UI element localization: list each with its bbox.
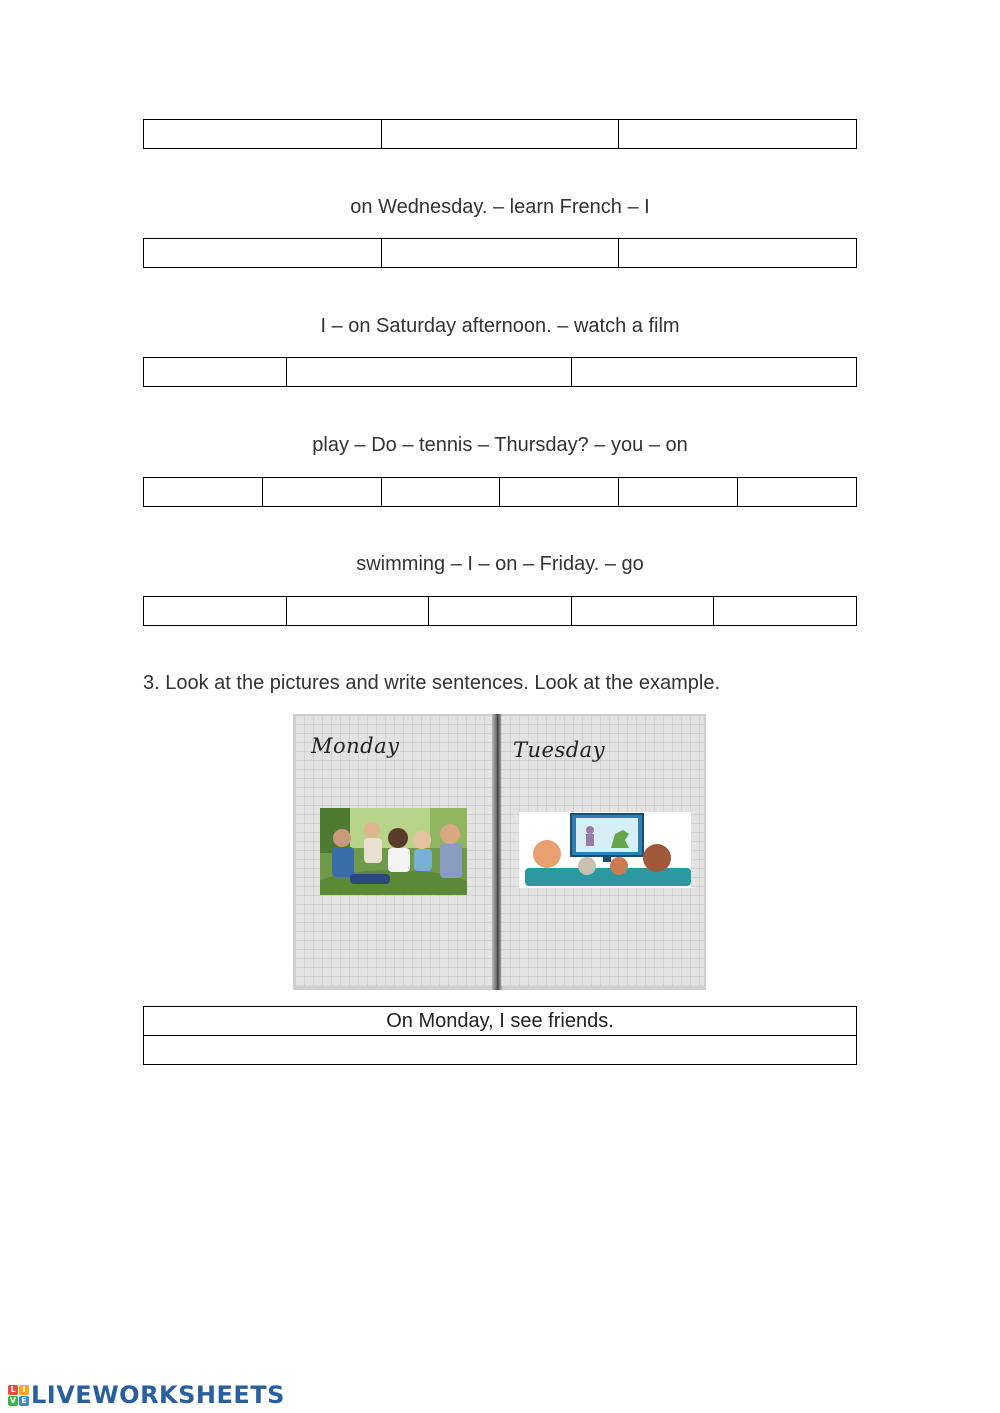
answer-box[interactable] <box>286 357 572 387</box>
answer-box[interactable] <box>143 119 382 149</box>
word-prompt-wednesday: on Wednesday. – learn French – I <box>350 196 650 218</box>
answer-box[interactable] <box>381 477 501 507</box>
example-answer: On Monday, I see friends. <box>144 1007 857 1036</box>
answer-box[interactable] <box>143 477 263 507</box>
notebook-left-page <box>295 716 493 986</box>
answer-box[interactable] <box>143 238 382 268</box>
answer-box[interactable] <box>499 477 619 507</box>
answer-box[interactable] <box>618 238 857 268</box>
answer-box[interactable] <box>143 357 287 387</box>
notebook-right-page <box>501 716 704 986</box>
liveworksheets-mark-icon: L I V E <box>8 1385 29 1406</box>
answer-boxes-row-2 <box>143 238 857 268</box>
answer-box[interactable] <box>618 477 738 507</box>
word-prompt-thursday: play – Do – tennis – Thursday? – you – on <box>312 434 688 456</box>
answer-box[interactable] <box>571 357 857 387</box>
answer-box[interactable] <box>737 477 857 507</box>
answer-boxes-row-5 <box>143 596 857 626</box>
answer-box[interactable] <box>571 596 715 626</box>
day-label-tuesday: Tuesday <box>513 738 606 762</box>
exercise-3-answer-table <box>143 1006 857 1065</box>
answer-box[interactable] <box>262 477 382 507</box>
liveworksheets-logo <box>8 1381 285 1409</box>
friends-photo <box>320 808 467 895</box>
answer-box[interactable] <box>143 596 287 626</box>
word-prompt-friday: swimming – I – on – Friday. – go <box>356 553 644 575</box>
brand-name: LIVEWORKSHEETS <box>31 1381 285 1409</box>
answer-boxes-row-4 <box>143 477 857 507</box>
answer-box[interactable] <box>713 596 857 626</box>
answer-input-row[interactable] <box>144 1036 857 1065</box>
answer-boxes-row-3 <box>143 357 857 387</box>
answer-box[interactable] <box>286 596 430 626</box>
answer-box[interactable] <box>618 119 857 149</box>
answer-box[interactable] <box>381 238 620 268</box>
exercise-3-instruction: 3. Look at the pictures and write sentences. Look at the example. <box>143 672 721 694</box>
answer-box[interactable] <box>381 119 620 149</box>
word-prompt-saturday: I – on Saturday afternoon. – watch a film <box>320 315 680 337</box>
notebook-illustration <box>293 714 706 990</box>
watching-tv-illustration <box>519 812 691 888</box>
answer-box[interactable] <box>428 596 572 626</box>
answer-boxes-row-1 <box>143 119 857 149</box>
day-label-monday: Monday <box>311 734 400 758</box>
